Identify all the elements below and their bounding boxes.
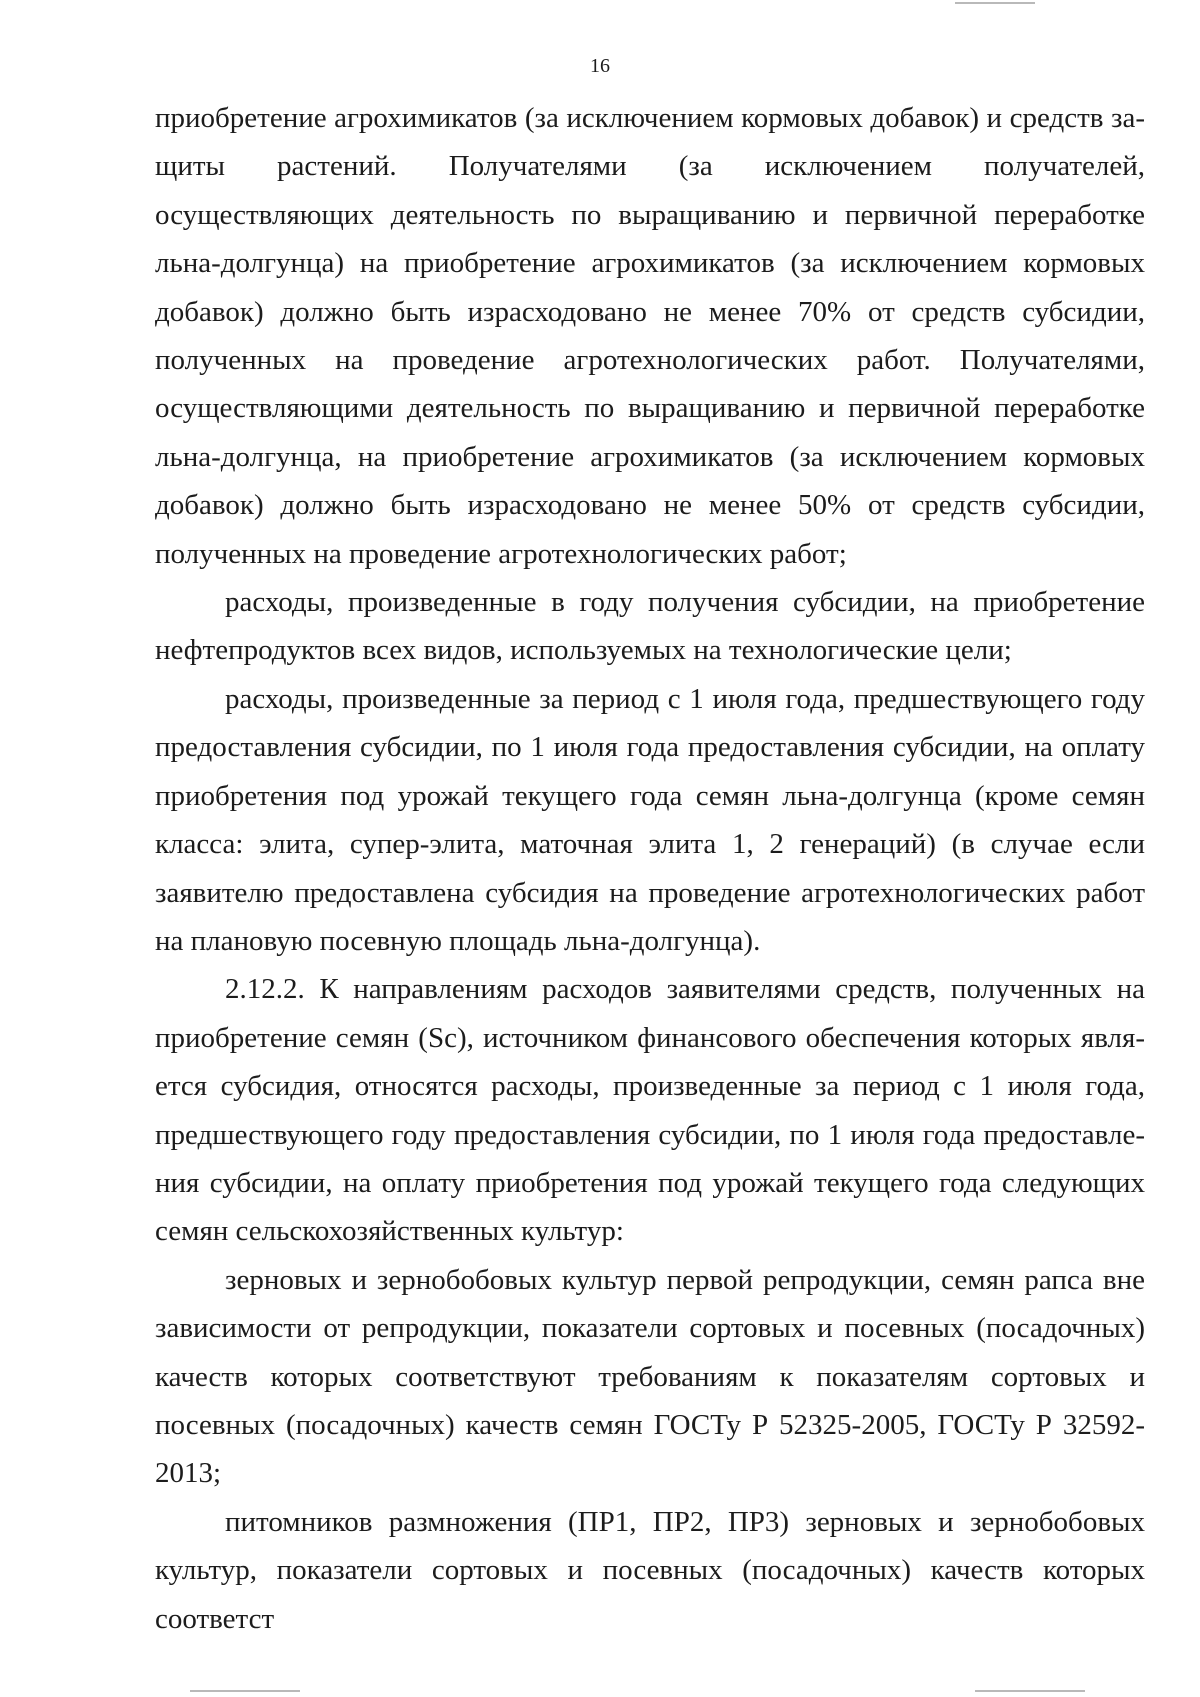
paragraph-petroleum-expenses: расходы, произведенные в году получения субсидии, на приобретение нефтепродуктов всех видов, используемых на технологические цели; <box>155 586 1145 667</box>
paragraph-agrochemicals: приобретение агрохимикатов (за исключением кормовых добавок) и средств защиты растений. Получателями (за исключением получателей, осуществляющих деятельность по выращиванию и первичной переработке льна-долгунца) на приобретение агрохимикатов (за исключением кормовых добавок) должно быть израсходовано не менее 70% от средств субсидии, полученных на проведение агротехнологических работ. Получателями, осуществляющими деятельность по выращиванию и первичной переработке льна-долгунца, на приобретение агрохимикатов (за исключением кормовых добавок) должно быть израсходовано не менее 50% от средств субсидии, полученных на проведение агротехнологических работ; <box>155 102 1145 570</box>
paragraph-section-2-12-2: 2.12.2. К направлениям расходов заявителями средств, полученных на приобретение семян (Sc), источником финансового обеспечения которых является субсидия, относятся расходы, произведенные за период с 1 июля года, предшествующего году предоставления субсидии, по 1 июля года предоставления субсидии, на оплату приобретения под урожай текущего года следующих семян сельскохозяйственных культур: <box>155 973 1145 1248</box>
scan-artifact-bottom-right <box>975 1690 1085 1692</box>
document-body <box>155 94 1145 1643</box>
scan-artifact-top <box>955 2 1035 4</box>
page-number: 16 <box>590 55 610 77</box>
paragraph-nurseries: питомников размножения (ПР1, ПР2, ПР3) зерновых и зернобобовых культур, показатели сортовых и посевных (посадочных) качеств которых соответст <box>155 1505 1145 1635</box>
paragraph-grain-seeds: зерновых и зернобобовых культур первой репродукции, семян рапса вне зависимости от репродукции, показатели сортовых и посевных (посадочных) качеств которых соответствуют требованиям к показателям сортовых и посевных (посадочных) качеств семян ГОСТу Р 52325-2005, ГОСТу Р 32592-2013; <box>155 1263 1145 1490</box>
paragraph-flax-seed-expenses: расходы, произведенные за период с 1 июля года, предшествующего году предоставления субсидии, по 1 июля года предоставления субсидии, на оплату приобретения под урожай текущего года семян льна-долгунца (кроме семян класса: элита, супер-элита, маточная элита 1, 2 генераций) (в случае если заявителю предоставлена субсидия на проведение агротехнологических работ на плановую посевную площадь льна-долгунца). <box>155 682 1145 957</box>
scan-artifact-bottom-left <box>190 1690 300 1692</box>
